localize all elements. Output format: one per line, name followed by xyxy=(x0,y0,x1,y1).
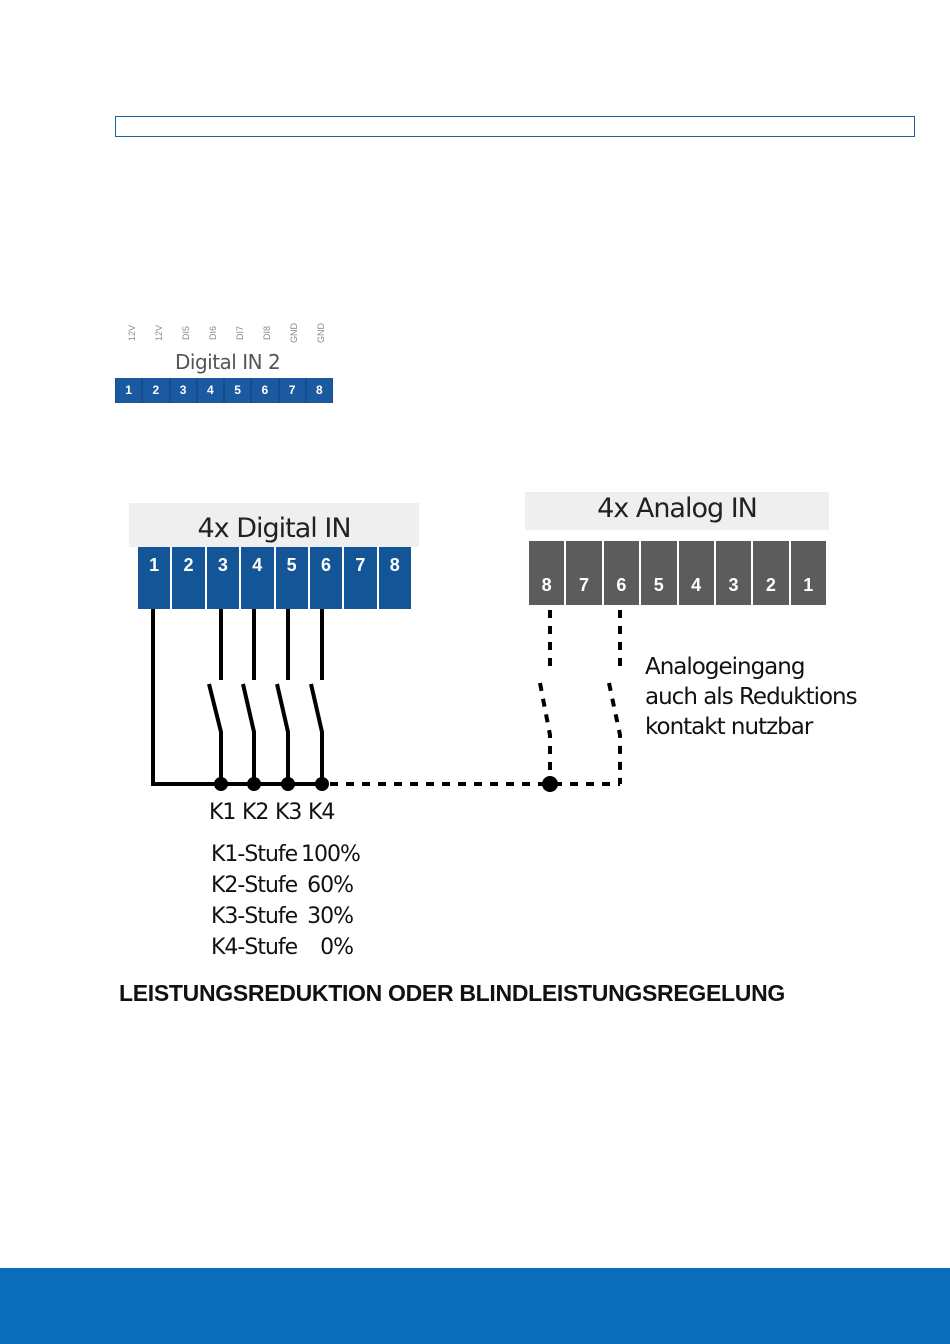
contact-switches xyxy=(209,609,322,784)
stufe-row xyxy=(211,904,353,935)
stufe-row xyxy=(211,873,353,904)
analog-pin: 8 xyxy=(529,541,564,605)
contact-label: K1 xyxy=(209,800,236,825)
common-wire xyxy=(153,609,322,784)
digital-pin: 8 xyxy=(379,547,411,609)
analog-dashed-wires xyxy=(330,610,620,784)
contact-label: K2 xyxy=(242,800,269,825)
stufe-value: 0% xyxy=(320,935,353,960)
stufe-row xyxy=(211,842,360,873)
node-k4 xyxy=(315,777,329,791)
stufe-list xyxy=(211,842,360,966)
contact-labels xyxy=(209,800,341,825)
digital-pin: 7 xyxy=(344,547,376,609)
switch-k3 xyxy=(277,609,288,784)
contact-label: K4 xyxy=(308,800,335,825)
small-pin: 3 xyxy=(171,378,196,403)
pin-label: DI5 xyxy=(180,325,191,340)
analog-note xyxy=(645,652,857,742)
analog-pin: 7 xyxy=(566,541,601,605)
stufe-value: 100% xyxy=(301,842,360,867)
switch-k4 xyxy=(311,609,322,784)
small-pin: 6 xyxy=(252,378,277,403)
analog-pin: 3 xyxy=(716,541,751,605)
small-pin: 8 xyxy=(307,378,332,403)
dashed-pin6 xyxy=(609,610,620,784)
stufe-name: K2-Stufe xyxy=(211,873,298,898)
pin-label: 12V xyxy=(126,324,137,341)
note-line: auch als Reduktions xyxy=(645,684,857,710)
digital-pin: 5 xyxy=(276,547,308,609)
small-pin: 7 xyxy=(280,378,305,403)
digital-pin: 4 xyxy=(241,547,273,609)
note-line: kontakt nutzbar xyxy=(645,714,813,740)
digital-pin: 3 xyxy=(207,547,239,609)
node-k3 xyxy=(281,777,295,791)
small-pin: 1 xyxy=(116,378,141,403)
switch-k1 xyxy=(209,609,221,784)
note-line: Analogeingang xyxy=(645,654,805,680)
stufe-name: K1-Stufe xyxy=(211,842,298,867)
digital-pin: 2 xyxy=(172,547,204,609)
analog-in-title: 4x Analog IN xyxy=(525,492,829,530)
pin-label: DI8 xyxy=(261,325,272,340)
stufe-name: K4-Stufe xyxy=(211,935,298,960)
stufe-value: 60% xyxy=(307,873,353,898)
stufe-value: 30% xyxy=(307,904,353,929)
pin-label: 12V xyxy=(153,324,164,341)
stufe-name: K3-Stufe xyxy=(211,904,298,929)
footer-bar xyxy=(0,1268,950,1344)
pin-label: DI6 xyxy=(207,325,218,340)
small-pin: 5 xyxy=(225,378,250,403)
switch-k2 xyxy=(243,609,254,784)
contact-label: K3 xyxy=(275,800,302,825)
pin-label: GND xyxy=(315,322,326,343)
diagram-caption: LEISTUNGSREDUKTION ODER BLINDLEISTUNGSREGELUNG xyxy=(119,980,786,1006)
small-connector-title: Digital IN 2 xyxy=(175,350,281,374)
node-k2 xyxy=(247,777,261,791)
digital-in-title: 4x Digital IN xyxy=(129,503,419,547)
digital-pin: 1 xyxy=(138,547,170,609)
pin-label: DI7 xyxy=(234,325,245,340)
small-pin: 2 xyxy=(143,378,168,403)
node-k1 xyxy=(214,777,228,791)
analog-pin: 4 xyxy=(679,541,714,605)
analog-pin: 2 xyxy=(753,541,788,605)
digital-pin: 6 xyxy=(310,547,342,609)
pin-label: GND xyxy=(288,322,299,343)
analog-pin: 6 xyxy=(604,541,639,605)
analog-pin: 5 xyxy=(641,541,676,605)
dashed-pin8 xyxy=(540,610,550,784)
small-pin: 4 xyxy=(198,378,223,403)
stufe-row xyxy=(211,935,353,966)
analog-pin: 1 xyxy=(791,541,826,605)
